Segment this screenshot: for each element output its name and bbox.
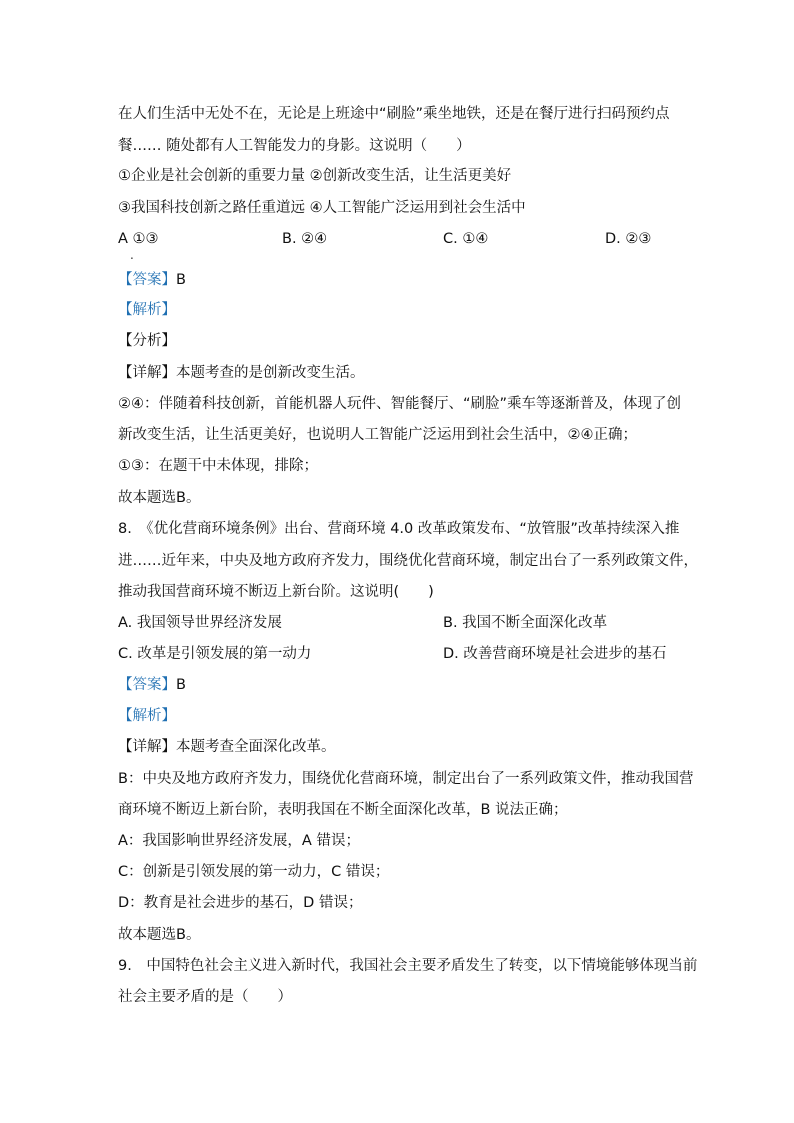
q7-analysis-label: 【解析】 — [118, 302, 176, 318]
q8-option-c: C. 改革是引领发展的第一动力 — [118, 646, 312, 662]
q8-option-b: B. 我国不断全面深化改革 — [443, 615, 608, 631]
q7-answer — [118, 270, 678, 290]
q7-detail-label: 【详解】 — [118, 365, 176, 381]
q8-stem-line-3: 推动我国营商环境不断迈上新台阶。这说明( ) — [118, 584, 434, 600]
q8-answer-label: 【答案】 — [118, 677, 176, 693]
q7-detail-text: 本题考查的是创新改变生活。 — [176, 365, 365, 381]
q8-detail-label: 【详解】 — [118, 739, 176, 755]
q9-stem-line-1: 9. 中国特色社会主义进入新时代，我国社会主要矛盾发生了转变，以下情境能够体现当前 — [118, 958, 698, 974]
q8-analysis-label: 【解析】 — [118, 708, 176, 724]
q7-conclusion: 故本题选B。 — [118, 490, 201, 506]
q8-detail-text: 本题考查全面深化改革。 — [176, 739, 336, 755]
q7-explanation-1-line-1: ②④：伴随着科技创新，首能机器人玩件、智能餐厅、“刷脸”乘车等逐渐普及，体现了创 — [118, 396, 682, 412]
q8-explanation-c: C：创新是引领发展的第一动力，C 错误； — [118, 864, 390, 880]
q8-option-d: D. 改善营商环境是社会进步的基石 — [443, 646, 667, 662]
q7-option-a: A ①③ — [118, 231, 159, 247]
q9-stem-line-2: 社会主要矛盾的是（ ） — [118, 989, 292, 1005]
q7-option-d: D. ②③ — [605, 231, 652, 247]
q8-detail — [118, 737, 678, 757]
q8-explanation-d: D：教育是社会进步的基石，D 错误； — [118, 895, 363, 911]
q8-answer — [118, 675, 678, 695]
q7-option-b: B. ②④ — [282, 231, 328, 247]
q7-answer-label: 【答案】 — [118, 272, 176, 288]
q8-explanation-a: A：我国影响世界经济发展，A 错误； — [118, 833, 360, 849]
q7-stem-line-2: 餐…… 随处都有人工智能发力的身影。这说明（ ） — [118, 138, 471, 154]
q8-answer-value: B — [176, 677, 186, 693]
q7-option-c: C. ①④ — [443, 231, 489, 247]
q7-explanation-2: ①③：在题干中未体现，排除； — [118, 458, 318, 474]
q8-stem-line-1: 8. 《优化营商环境条例》出台、营商环境 4.0 改革政策发布、“放管服”改革持续深入推 — [118, 521, 680, 537]
q7-stem-line-1: 在人们生活中无处不在，无论是上班途中“刷脸”乘坐地铁，还是在餐厅进行扫码预约点 — [118, 106, 670, 122]
q7-answer-value: B — [176, 272, 186, 288]
q8-stem-line-2: 进……近年来，中央及地方政府齐发力，围绕优化营商环境，制定出台了一系列政策文件， — [118, 553, 698, 569]
q8-option-a: A. 我国领导世界经济发展 — [118, 615, 282, 631]
q7-detail — [118, 363, 678, 383]
q7-explanation-1-line-2: 新改变生活，让生活更美好，也说明人工智能广泛运用到社会生活中，②④正确； — [118, 427, 637, 443]
q7-statements-line-1: ①企业是社会创新的重要力量 ②创新改变生活，让生活更美好 — [118, 168, 512, 184]
q7-option-dot: . — [130, 248, 134, 262]
q7-statements-line-2: ③我国科技创新之路任重道远 ④人工智能广泛运用到社会生活中 — [118, 200, 526, 216]
q7-fenxi-label: 【分析】 — [118, 333, 176, 349]
q8-explanation-b-line-1: B：中央及地方政府齐发力，围绕优化营商环境，制定出台了一系列政策文件，推动我国营 — [118, 771, 694, 787]
q8-conclusion: 故本题选B。 — [118, 927, 201, 943]
q8-explanation-b-line-2: 商环境不断迈上新台阶，表明我国在不断全面深化改革，B 说法正确； — [118, 802, 568, 818]
